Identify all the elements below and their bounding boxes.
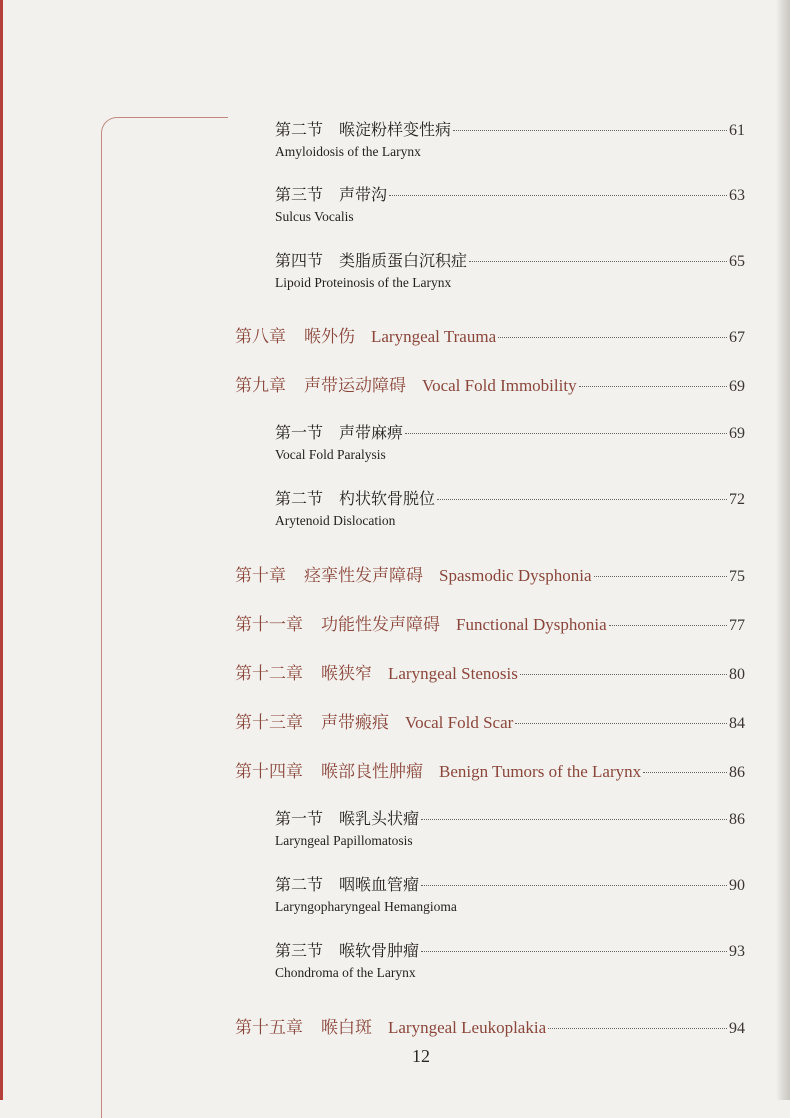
section-number: 第二节	[275, 120, 324, 139]
leader-dots	[643, 772, 727, 773]
page-ref: 86	[729, 764, 745, 781]
toc-section-entry[interactable]	[275, 872, 745, 895]
chapter-title-en: Laryngeal Trauma	[371, 327, 497, 346]
page-ref: 72	[729, 491, 745, 508]
chapter-number: 第十四章	[235, 762, 303, 782]
page-ref: 69	[729, 378, 745, 395]
chapter-title-zh: 喉外伤	[304, 327, 355, 347]
chapter-title-en: Functional Dysphonia	[456, 615, 607, 634]
leader-dots	[609, 625, 727, 626]
chapter-number: 第十三章	[235, 713, 303, 733]
toc-section-entry[interactable]	[275, 806, 745, 829]
leader-dots	[520, 674, 727, 675]
toc-chapter-entry[interactable]	[235, 659, 745, 684]
page-ref: 67	[729, 329, 745, 346]
section-title-en: Laryngeal Papillomatosis	[275, 833, 413, 848]
page-ref: 80	[729, 666, 745, 683]
toc-section-entry[interactable]	[275, 248, 745, 271]
section-number: 第二节	[275, 489, 324, 508]
toc-section-entry[interactable]	[275, 420, 745, 443]
toc-section-entry[interactable]	[275, 182, 745, 205]
page-ref: 77	[729, 617, 745, 634]
leader-dots	[515, 723, 727, 724]
toc-chapter-entry[interactable]	[235, 708, 745, 733]
section-title-en: Lipoid Proteinosis of the Larynx	[275, 275, 452, 290]
leader-dots	[421, 885, 727, 886]
leader-dots	[579, 386, 727, 387]
toc-chapter-entry[interactable]	[235, 322, 745, 347]
section-title-zh: 喉软骨肿瘤	[339, 941, 420, 960]
section-number: 第一节	[275, 423, 324, 442]
section-title-en: Sulcus Vocalis	[275, 209, 354, 224]
section-number: 第三节	[275, 185, 324, 204]
chapter-title-zh: 痉挛性发声障碍	[304, 566, 423, 586]
toc-chapter-entry[interactable]	[235, 1013, 745, 1038]
leader-dots	[548, 1028, 727, 1029]
section-title-zh: 喉乳头状瘤	[339, 809, 420, 828]
page-ref: 86	[729, 811, 745, 828]
chapter-title-zh: 功能性发声障碍	[321, 615, 440, 635]
leader-dots	[453, 130, 727, 131]
section-title-zh: 类脂质蛋白沉积症	[339, 251, 468, 270]
toc-section-entry[interactable]	[275, 117, 745, 140]
chapter-number: 第八章	[235, 327, 286, 347]
section-title-en: Laryngopharyngeal Hemangioma	[275, 899, 457, 914]
leader-dots	[498, 337, 727, 338]
leader-dots	[437, 499, 727, 500]
chapter-title-en: Benign Tumors of the Larynx	[439, 762, 642, 781]
section-title-en: Arytenoid Dislocation	[275, 513, 396, 528]
chapter-title-en: Laryngeal Stenosis	[388, 664, 518, 683]
toc-chapter-entry[interactable]	[235, 371, 745, 396]
leader-dots	[389, 195, 727, 196]
section-title-zh: 喉淀粉样变性病	[339, 120, 452, 139]
leader-dots	[469, 261, 727, 262]
chapter-title-en: Laryngeal Leukoplakia	[388, 1018, 547, 1037]
leader-dots	[594, 576, 727, 577]
toc-section-entry[interactable]	[275, 938, 745, 961]
chapter-title-zh: 喉白斑	[321, 1018, 372, 1038]
page-ref: 84	[729, 715, 745, 732]
section-number: 第三节	[275, 941, 324, 960]
toc-chapter-entry[interactable]	[235, 610, 745, 635]
page-ref: 94	[729, 1020, 745, 1037]
section-number: 第二节	[275, 875, 324, 894]
toc-section-entry[interactable]	[275, 486, 745, 509]
page-ref: 65	[729, 253, 745, 270]
section-title-zh: 声带麻痹	[339, 423, 404, 442]
leader-dots	[421, 819, 727, 820]
section-number: 第四节	[275, 251, 324, 270]
chapter-number: 第十章	[235, 566, 286, 586]
section-number: 第一节	[275, 809, 324, 828]
chapter-title-en: Spasmodic Dysphonia	[439, 566, 592, 585]
chapter-number: 第十一章	[235, 615, 303, 635]
chapter-title-zh: 喉部良性肿瘤	[321, 762, 423, 782]
chapter-number: 第九章	[235, 376, 286, 396]
chapter-title-zh: 声带瘢痕	[321, 713, 389, 733]
section-title-zh: 咽喉血管瘤	[339, 875, 420, 894]
leader-dots	[405, 433, 727, 434]
chapter-number: 第十二章	[235, 664, 303, 684]
chapter-title-en: Vocal Fold Immobility	[422, 376, 577, 395]
page-ref: 69	[729, 425, 745, 442]
page-ref: 61	[729, 122, 745, 139]
section-title-zh: 声带沟	[339, 185, 388, 204]
page-ref: 93	[729, 943, 745, 960]
chapter-title-en: Vocal Fold Scar	[405, 713, 514, 732]
section-title-en: Chondroma of the Larynx	[275, 965, 416, 980]
section-title-en: Vocal Fold Paralysis	[275, 447, 386, 462]
toc-chapter-entry[interactable]	[235, 561, 745, 586]
page-ref: 90	[729, 877, 745, 894]
toc-chapter-entry[interactable]	[235, 757, 745, 782]
page-number: 12	[412, 1046, 430, 1066]
section-title-en: Amyloidosis of the Larynx	[275, 144, 421, 159]
chapter-number: 第十五章	[235, 1018, 303, 1038]
page-ref: 75	[729, 568, 745, 585]
leader-dots	[421, 951, 727, 952]
page-ref: 63	[729, 187, 745, 204]
chapter-title-zh: 喉狭窄	[321, 664, 372, 684]
chapter-title-zh: 声带运动障碍	[304, 376, 406, 396]
section-title-zh: 杓状软骨脱位	[339, 489, 436, 508]
